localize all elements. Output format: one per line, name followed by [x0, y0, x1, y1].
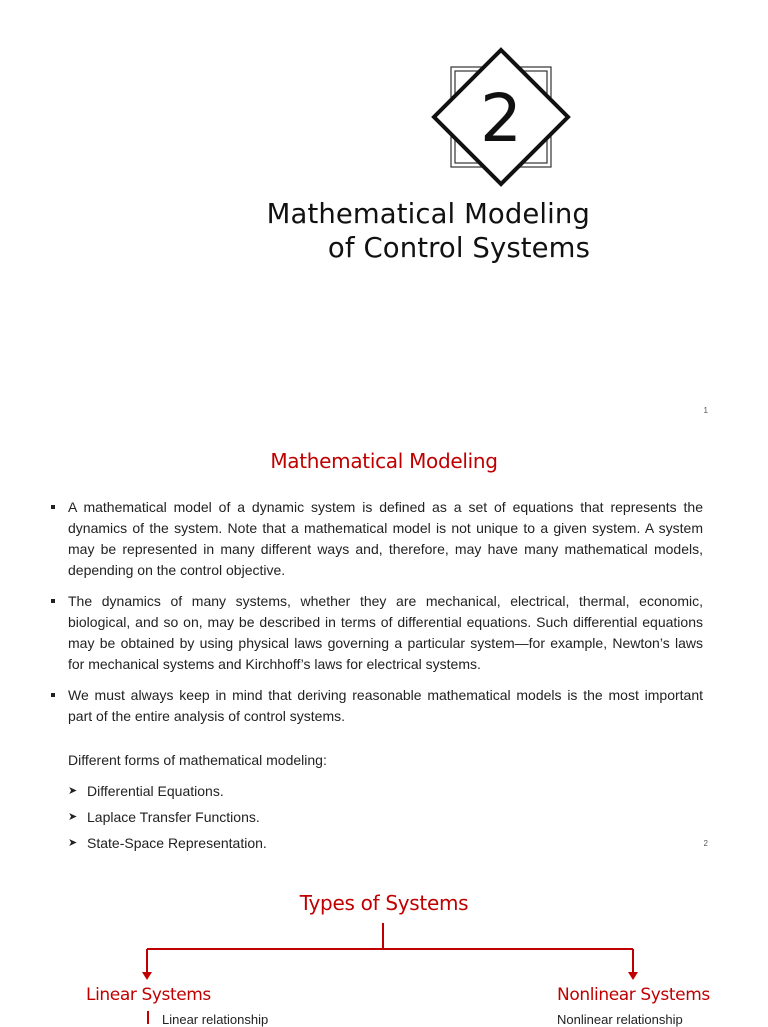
chapter-diamond-icon — [430, 46, 572, 188]
chapter-title-line-2: of Control Systems — [327, 232, 590, 264]
form-item-label: State-Space Representation. — [87, 835, 267, 851]
title-slide — [0, 0, 768, 425]
linear-systems-label: Linear Systems — [86, 985, 211, 1005]
chapter-number: 2 — [480, 80, 522, 157]
page-number: 2 — [703, 839, 708, 848]
form-item-label: Differential Equations. — [87, 783, 224, 799]
nonlinear-relationship-text: Nonlinear relationship — [557, 1012, 683, 1027]
page-number: 1 — [703, 406, 708, 415]
bullet-list — [48, 497, 703, 737]
form-item — [68, 778, 267, 804]
slide-heading: Types of Systems — [299, 891, 469, 915]
bullet-item: We must always keep in mind that deriving reasonable mathematical models is the most important part of the entire analysis of control systems. — [48, 685, 703, 727]
linear-relationship-text: Linear relationship — [162, 1012, 269, 1027]
arrowhead-bullet-icon: ➤ — [68, 811, 78, 823]
modeling-slide — [0, 425, 768, 855]
slide-heading: Mathematical Modeling — [270, 449, 498, 473]
chapter-title-line-1: Mathematical Modeling — [266, 198, 590, 230]
forms-list — [68, 778, 267, 856]
nonlinear-systems-label: Nonlinear Systems — [557, 985, 710, 1005]
types-slide — [0, 855, 768, 1027]
form-item-label: Laplace Transfer Functions. — [87, 809, 260, 825]
form-item — [68, 830, 267, 856]
bullet-item: The dynamics of many systems, whether they are mechanical, electrical, thermal, economic, biological, and so on, may be described in terms of differential equations. Such differential equations may be obtained by using physical laws governing a particular system—for example, Newton’s laws for mechanical systems and Kirchhoff’s laws for electrical systems. — [48, 591, 703, 675]
chapter-title — [190, 197, 590, 265]
forms-intro: Different forms of mathematical modeling: — [68, 752, 327, 768]
arrowhead-bullet-icon: ➤ — [68, 837, 78, 849]
bullet-item: A mathematical model of a dynamic system is defined as a set of equations that represents the dynamics of the system. Note that a mathematical model is not unique to a given system. A system may be represented in many different ways and, therefore, may have many mathematical models, depending on the control objective. — [48, 497, 703, 581]
form-item — [68, 804, 267, 830]
arrowhead-bullet-icon: ➤ — [68, 785, 78, 797]
